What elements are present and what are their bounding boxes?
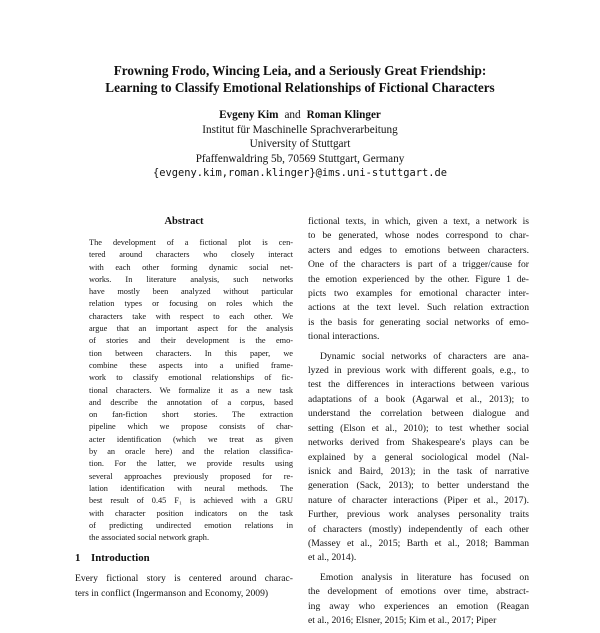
affiliation-institute: Institut für Maschinelle Sprachverarbeitung <box>202 123 398 136</box>
affiliation-address: Pfaffenwaldring 5b, 70569 Stuttgart, Germany <box>195 152 405 165</box>
text-line: One of the characters is part of a trigger/cause for <box>308 259 529 271</box>
text-line: acter identification (which we treat as given <box>89 434 293 444</box>
text-line: lyzed in previous work with different goals, e.g., to <box>308 365 529 377</box>
text-line: lation identification with neural methods. The <box>89 483 293 493</box>
text-line: pipeline which we propose consists of char- <box>89 422 293 432</box>
text-line: nature of character interactions (Piper et al., 2017). <box>308 494 529 506</box>
text-line: with character position indicators on the task <box>89 508 293 518</box>
text-line: several approaches previously proposed for re- <box>89 471 293 481</box>
text-line: isnick and Baird, 2013); in the task of narrative <box>308 465 529 477</box>
text-line: picts two examples for emotional character inter- <box>308 288 529 300</box>
text-line: the associated social network graph. <box>89 533 210 543</box>
text-line: to be generated, whose nodes correspond to char- <box>308 230 529 242</box>
text-line: on fan-fiction short stories. The extraction <box>89 410 293 420</box>
text-line: work to classify emotional relationships of fic- <box>89 373 293 383</box>
text-line: ing away who experiences an emotion (Reagan <box>308 600 529 612</box>
affiliation-university: University of Stuttgart <box>249 138 351 150</box>
text-line: best result of 0.45 F₁ is achieved with a GRU <box>89 496 293 506</box>
author-names <box>40 108 560 123</box>
text-line: of characters (mostly) independently of each other <box>308 523 529 535</box>
text-line: tion between characters. In this paper, we <box>89 348 293 358</box>
text-line: tional characters. We formalize it as a new task <box>89 385 293 395</box>
text-line: combine these aspects into a unified frame- <box>89 360 293 370</box>
text-line: (Massey et al., 2015; Barth et al., 2018; Bamman <box>308 537 529 549</box>
text-line: acters and edges to emotions between characters. <box>308 244 529 256</box>
text-line: Every fictional story is centered around charac- <box>75 573 293 585</box>
introduction-body <box>75 572 293 601</box>
author-2: Roman Klinger <box>306 109 381 121</box>
text-line: and describe the annotation of a corpus, based <box>89 397 293 407</box>
text-line: Emotion analysis in literature has focused on <box>320 571 529 583</box>
title-line-1: Frowning Frodo, Wincing Leia, and a Seriously Great Friendship: <box>113 63 487 78</box>
author-1: Evgeny Kim <box>219 109 279 121</box>
text-line: tered around characters who closely interact <box>89 250 293 260</box>
text-line: have mostly been analyzed without particular <box>89 287 293 297</box>
paragraph-1 <box>308 215 529 345</box>
section-heading-introduction <box>75 552 293 564</box>
text-line: setting (Elson et al., 2010); to test whether social <box>308 422 529 434</box>
text-line: Dynamic social networks of characters are ana- <box>320 350 529 362</box>
paper-title <box>40 62 560 96</box>
section-number: 1 <box>75 552 81 565</box>
right-column <box>308 215 529 633</box>
text-line: of stories and their development is the emo- <box>89 336 293 346</box>
text-line: adaptations of a book (Agarwal et al., 2013); to <box>308 393 529 405</box>
text-line: with each other forming dynamic social net- <box>89 262 293 272</box>
section-title: Introduction <box>91 552 150 565</box>
text-line: by an oracle here) and the relation classifica- <box>89 447 293 457</box>
author-emails: {evgeny.kim,roman.klinger}@ims.uni-stuttgart.de <box>152 167 448 179</box>
author-block <box>40 108 560 181</box>
left-column <box>75 216 293 601</box>
text-line: ters in conflict (Ingermanson and Economy, 2009) <box>75 587 269 599</box>
text-line: et al., 2016; Elsner, 2015; Kim et al., 2017; Piper <box>308 614 497 626</box>
text-line: works. In literature analysis, such networks <box>89 274 293 284</box>
text-line: relation types or focusing on roles which the <box>89 299 293 309</box>
text-line: actions at the text level. Such relation extraction <box>308 302 529 314</box>
abstract-body <box>75 237 293 544</box>
text-line: networks derived from Shakespeare's plays can be <box>308 437 529 449</box>
text-line: argue that an important aspect for the analysis <box>89 324 293 334</box>
text-line: of predicting undirected emotion relations in <box>89 520 293 530</box>
text-line: generation (Sack, 2013); to better understand the <box>308 480 529 492</box>
text-line: test the differences in interactions between various <box>308 379 529 391</box>
text-line: understand the correlation between dialogue and <box>308 408 529 420</box>
text-line: characters take with respect to each other. We <box>89 311 293 321</box>
text-line: Further, previous work analyses personality traits <box>308 509 529 521</box>
text-line: tion. For the latter, we provide results using <box>89 459 293 469</box>
abstract-heading: Abstract <box>164 216 204 227</box>
text-line: explained by a general sociological model (Nal- <box>308 451 529 463</box>
title-line-2: Learning to Classify Emotional Relationships of Fictional Characters <box>105 80 495 95</box>
text-line: et al., 2014). <box>308 552 357 564</box>
text-line: fictional texts, in which, given a text, a network is <box>308 216 529 227</box>
text-line: the emotion experienced by the other. Figure 1 de- <box>308 273 529 285</box>
paragraph-2 <box>308 350 529 566</box>
text-line: The development of a fictional plot is cen- <box>89 238 293 247</box>
text-line: the development of emotions over time, abstract- <box>308 586 529 598</box>
text-line: is the basis for generating social networks of emo- <box>308 316 529 328</box>
text-line: tional interactions. <box>308 331 380 343</box>
author-conjunction: and <box>284 109 301 121</box>
